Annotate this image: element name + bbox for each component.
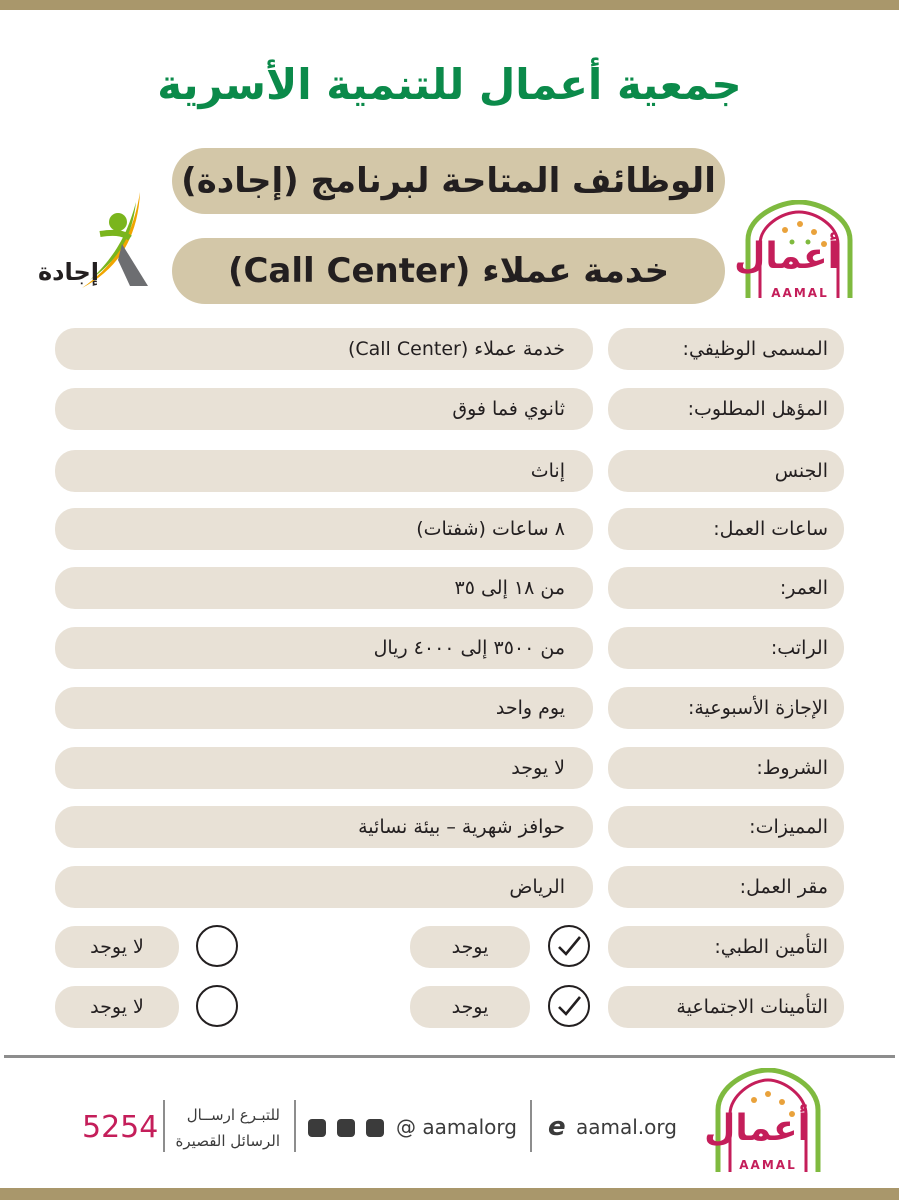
aamal-logo-latin: AAMAL bbox=[771, 286, 829, 300]
footer-separator bbox=[294, 1100, 296, 1152]
check-icon bbox=[555, 992, 583, 1020]
row-label-salary: الراتب: bbox=[608, 627, 844, 669]
footer-aamal-latin: AAMAL bbox=[739, 1158, 797, 1172]
row-label-conditions: الشروط: bbox=[608, 747, 844, 789]
donate-number: 5254 bbox=[82, 1110, 159, 1145]
social-insurance-yes-label: يوجد bbox=[410, 986, 530, 1028]
browser-e-icon: e bbox=[548, 1112, 566, 1142]
footer-aamal-arabic: أعمال bbox=[704, 1108, 810, 1149]
website-link[interactable]: aamal.org bbox=[576, 1115, 677, 1139]
row-label-working-hours: ساعات العمل: bbox=[608, 508, 844, 550]
aamal-logo-arabic: أعمال bbox=[734, 236, 840, 277]
programme-banner: الوظائف المتاحة لبرنامج (إجادة) bbox=[172, 148, 725, 214]
bottom-bar bbox=[0, 1188, 899, 1200]
medical-insurance-no-label: لا يوجد bbox=[55, 926, 179, 968]
row-label-social-insurance: التأمينات الاجتماعية bbox=[608, 986, 844, 1028]
row-value-weekly-leave: يوم واحد bbox=[55, 687, 593, 729]
social-handle[interactable]: @ aamalorg bbox=[396, 1115, 517, 1139]
row-value-work-location: الرياض bbox=[55, 866, 593, 908]
row-value-working-hours: ٨ ساعات (شفتات) bbox=[55, 508, 593, 550]
row-label-work-location: مقر العمل: bbox=[608, 866, 844, 908]
row-label-medical-insurance: التأمين الطبي: bbox=[608, 926, 844, 968]
row-value-age: من ١٨ إلى ٣٥ bbox=[55, 567, 593, 609]
social-insurance-no-label: لا يوجد bbox=[55, 986, 179, 1028]
ejada-logo-text: إجادة bbox=[38, 258, 100, 286]
medical-insurance-yes-label: يوجد bbox=[410, 926, 530, 968]
medical-insurance-yes-checkbox bbox=[548, 925, 590, 967]
instagram-icon[interactable] bbox=[308, 1119, 326, 1137]
row-label-qualification: المؤهل المطلوب: bbox=[608, 388, 844, 430]
aamal-logo bbox=[734, 200, 858, 304]
top-bar bbox=[0, 0, 899, 10]
row-value-conditions: لا يوجد bbox=[55, 747, 593, 789]
snapchat-icon[interactable] bbox=[366, 1119, 384, 1137]
org-title: جمعية أعمال للتنمية الأسرية bbox=[157, 60, 742, 109]
footer-aamal-logo bbox=[704, 1068, 824, 1176]
donate-line-2: الرسائل القصيرة bbox=[175, 1132, 280, 1150]
row-value-gender: إناث bbox=[55, 450, 593, 492]
row-label-weekly-leave: الإجازة الأسبوعية: bbox=[608, 687, 844, 729]
row-value-salary: من ٣٥٠٠ إلى ٤٠٠٠ ريال bbox=[55, 627, 593, 669]
row-label-job-title: المسمى الوظيفي: bbox=[608, 328, 844, 370]
row-value-benefits: حوافز شهرية – بيئة نسائية bbox=[55, 806, 593, 848]
footer-separator bbox=[163, 1100, 165, 1152]
medical-insurance-no-checkbox bbox=[196, 925, 238, 967]
donate-line-1: للتبـرع ارســال bbox=[186, 1106, 280, 1124]
row-label-gender: الجنس bbox=[608, 450, 844, 492]
row-value-qualification: ثانوي فما فوق bbox=[55, 388, 593, 430]
footer-separator bbox=[530, 1100, 532, 1152]
ejada-logo bbox=[30, 188, 160, 300]
row-label-benefits: المميزات: bbox=[608, 806, 844, 848]
row-label-age: العمر: bbox=[608, 567, 844, 609]
job-title-banner: خدمة عملاء (Call Center) bbox=[172, 238, 725, 304]
check-icon bbox=[555, 932, 583, 960]
twitter-icon[interactable] bbox=[337, 1119, 355, 1137]
row-value-job-title: خدمة عملاء (Call Center) bbox=[55, 328, 593, 370]
social-insurance-no-checkbox bbox=[196, 985, 238, 1027]
social-insurance-yes-checkbox bbox=[548, 985, 590, 1027]
footer-divider bbox=[4, 1055, 895, 1058]
